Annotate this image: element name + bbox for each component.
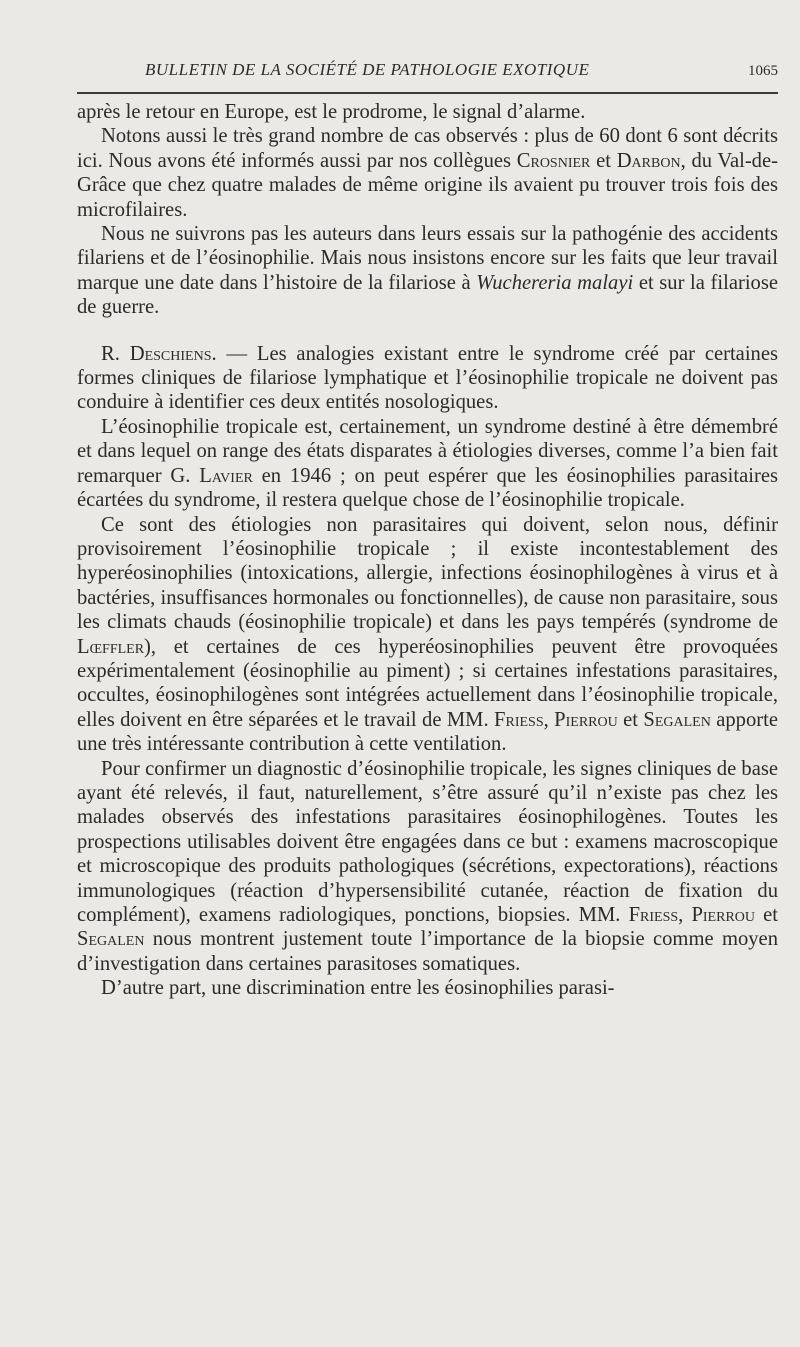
author-name: Segalen bbox=[77, 928, 145, 951]
author-name: Lavier bbox=[199, 464, 253, 487]
author-name: Pierrou bbox=[691, 904, 756, 926]
page-number: 1065 bbox=[748, 63, 778, 79]
author-name: Friess bbox=[494, 708, 544, 731]
author-name: Friess bbox=[628, 904, 679, 926]
paragraph-eosinophilie: L’éosinophilie tropicale est, certainement, un syndrome destiné à être démembré et dans lequel on range des états disparates à étiologies diverses, comme l’a bien fait remarquer G. Lavier en 1946 ; on peut espérer que les éosinophilies parasitaires écartées du syndrome, il restera quelque chose de l’éosinophilie tropicale. bbox=[77, 415, 778, 512]
body-text bbox=[77, 100, 778, 1001]
paragraph-observations: Notons aussi le très grand nombre de cas observés : plus de 60 dont 6 sont décrits ici. Nous avons été informés aussi par nos collègues Crosnier et Darbon, du Val-de-Grâce que chez quatre malades de même origine ils avaient pu trouver trois fois des microfilaires. bbox=[77, 125, 778, 221]
paragraph-pathogenie: Nous ne suivrons pas les auteurs dans leurs essais sur la pathogénie des accidents filariens et de l’éosinophilie. Mais nous insistons encore sur les faits que leur travail marque une date dans l’histoire de la filariose à Wuchereria malayi et sur la filariose de guerre. bbox=[77, 223, 778, 319]
author-name: Lœffler bbox=[77, 635, 145, 658]
author-name: Darbon bbox=[616, 149, 681, 172]
author-name: Segalen bbox=[643, 708, 711, 731]
header-rule bbox=[77, 92, 778, 94]
running-title: BULLETIN DE LA SOCIÉTÉ DE PATHOLOGIE EXOTIQUE bbox=[145, 60, 590, 79]
species-name: Wuchereria malayi bbox=[476, 271, 634, 294]
paragraph-deschiens: R. Deschiens. — Les analogies existant entre le syndrome créé par certaines formes cliniques de filariose lymphatique et l’éosinophilie tropicale ne doivent pas conduire à identifier ces deux entités nosologiques. bbox=[77, 342, 778, 414]
paragraph-continuation: après le retour en Europe, est le prodrome, le signal d’alarme. bbox=[77, 101, 586, 123]
author-name: Pierrou bbox=[554, 708, 618, 731]
author-name: Deschiens bbox=[129, 342, 212, 365]
running-header bbox=[77, 60, 778, 90]
paragraph-discrimination: D’autre part, une discrimination entre les éosinophilies parasi- bbox=[101, 977, 615, 1000]
paragraph-etiologies: Ce sont des étiologies non parasitaires qui doivent, selon nous, définir provisoirement l’éosinophilie tropicale ; il existe incontestablement des hyperéosinophilies (intoxications, allergie, infections éosinophilogènes à virus et à bactéries, insuffisances hormonales ou fonctionnelles), de cause non parasitaire, sous les climats chauds (éosinophilie tropicale) et dans les pays tempérés (syndrome de Lœffler), et certaines de ces hyperéosinophilies peuvent être provoquées expérimentalement (éosinophilie au piment) ; si certaines infestations parasitaires, occultes, éosinophilogènes sont intégrées actuellement dans l’éosinophilie tropicale, elles doivent en être séparées et le travail de MM. Friess, Pierrou et Segalen apporte une très intéressante contribution à cette ventilation. bbox=[77, 513, 778, 756]
author-name: Crosnier bbox=[516, 149, 591, 172]
paragraph-diagnostic: Pour confirmer un diagnostic d’éosinophilie tropicale, les signes cliniques de base ayant été relevés, il faut, naturellement, s’être assuré qu’il n’existe pas chez les malades observés des infestations parasitaires éosinophilogènes. Toutes les prospections utilisables doivent être engagées dans ce but : examens macroscopique et microscopique des produits pathologiques (sécrétions, expectorations), réactions immunologiques (réaction d’hypersensibilité cutanée, réaction de fixation du complément), examens radiologiques, ponctions, biopsies. MM. Friess, Pierrou et Segalen nous montrent justement toute l’importance de la biopsie comme moyen d’investigation dans certaines parasitoses somatiques. bbox=[77, 757, 779, 975]
